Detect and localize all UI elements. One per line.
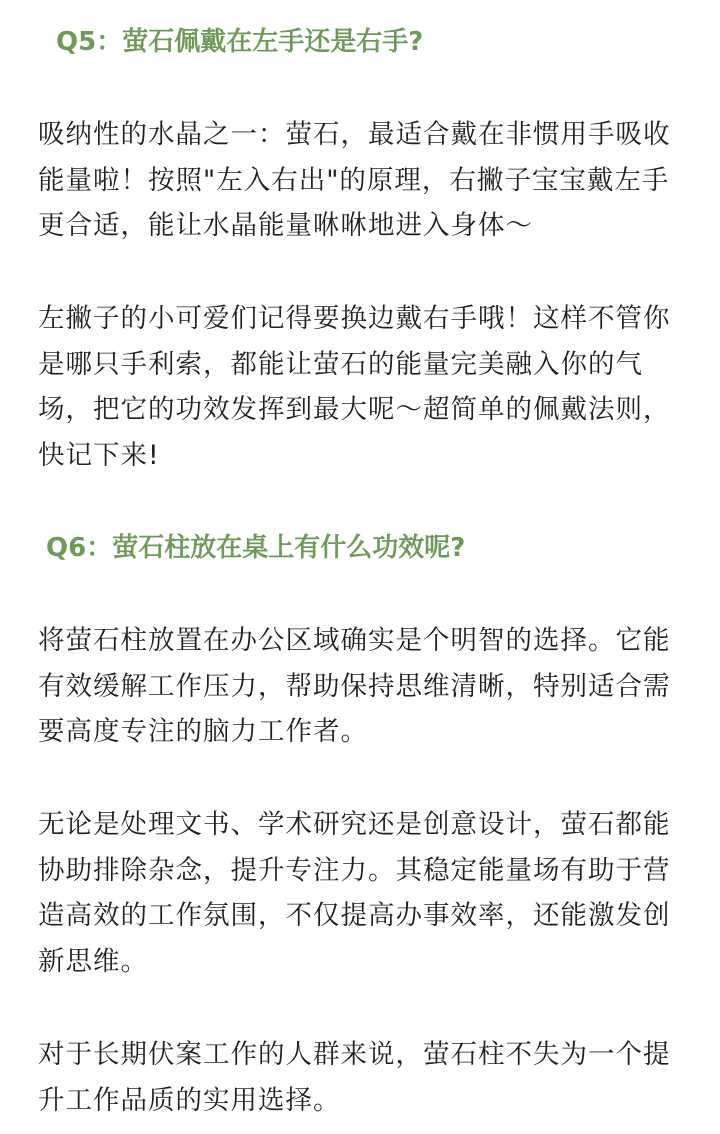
question-heading-q5: Q5：萤石佩戴在左手还是右手?: [56, 27, 424, 57]
answer-paragraph: 吸纳性的水晶之一：萤石，最适合戴在非惯用手吸收能量啦！按照"左入右出"的原理，右撇子宝宝戴左手更合适，能让水晶能量咻咻地进入身体～: [38, 119, 671, 241]
question-heading-q6: Q6：萤石柱放在桌上有什么功效呢?: [46, 533, 466, 563]
answer-paragraph: 将萤石柱放置在办公区域确实是个明智的选择。它能有效缓解工作压力，帮助保持思维清晰，特别适合需要高度专注的脑力工作者。: [38, 625, 671, 747]
answer-paragraph: 左撇子的小可爱们记得要换边戴右手哦！这样不管你是哪只手利索，都能让萤石的能量完美融入你的气场，把它的功效发挥到最大呢～超简单的佩戴法则，快记下来!: [38, 303, 671, 471]
answer-paragraph: 无论是处理文书、学术研究还是创意设计，萤石都能协助排除杂念，提升专注力。其稳定能量场有助于营造高效的工作氛围，不仅提高办事效率，还能激发创新思维。: [38, 809, 671, 977]
answer-paragraph: 对于长期伏案工作的人群来说，萤石柱不失为一个提升工作品质的实用选择。: [38, 1039, 671, 1116]
